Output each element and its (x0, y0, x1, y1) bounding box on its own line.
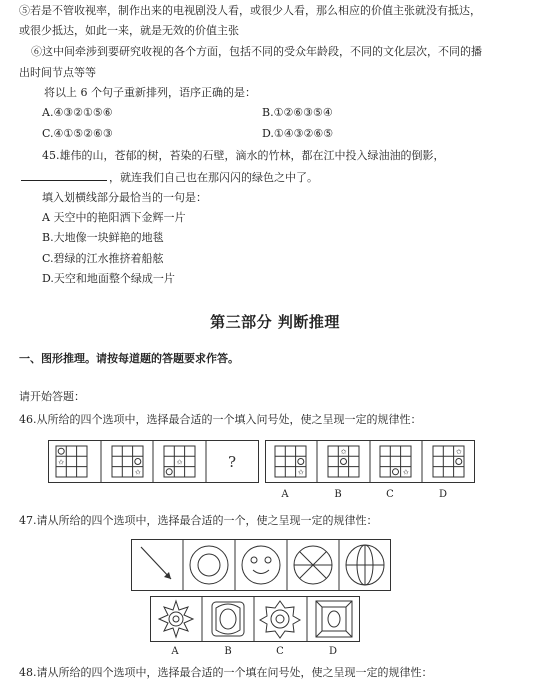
star-icon: ✩ (58, 458, 65, 467)
q45-stem-line2-text: ，就连我们自己也在那闪闪的绿色之中了。 (109, 171, 318, 184)
q45-prompt: 填入划横线部分最恰当的一句是： (42, 191, 207, 204)
start-prompt: 请开始答题： (19, 390, 85, 403)
q47-question-figures (131, 539, 391, 591)
star-icon: ✩ (340, 448, 347, 456)
q46-question-figures (48, 440, 259, 483)
q44-sentence-5-line2: 或很少抵达，如此一来，就是无效的价值主张 (19, 24, 239, 37)
q47-label-a: A (171, 646, 179, 657)
q46-label-d: D (438, 489, 448, 500)
q46-label-b: B (334, 489, 342, 500)
q45-stem-line2 (19, 170, 318, 185)
q46-stem: 46.从所给的四个选项中，选择最合适的一个填入问号处，使之呈现一定的规律性： (19, 413, 422, 426)
q44-option-a[interactable]: A.④③②①⑤⑥ (42, 106, 113, 119)
q47-label-b: B (224, 646, 232, 657)
q48-stem: 48.请从所给的四个选项中，选择最合适的一个填在问号处，使之呈现一定的规律性： (19, 666, 433, 679)
star-icon: ✩ (455, 448, 462, 456)
star-icon: ✩ (402, 468, 409, 477)
answer-blank (21, 170, 107, 181)
q46-question-row (48, 440, 259, 483)
q46-options-row (265, 440, 475, 483)
q47-label-c: C (276, 646, 284, 657)
q47-stem: 47.请从所给的四个选项中，选择最合适的一个，使之呈现一定的规律性： (19, 514, 378, 527)
q45-option-c[interactable]: C.碧绿的江水推挤着船舷 (42, 252, 164, 265)
star-icon: ✩ (297, 468, 304, 477)
q44-option-c[interactable]: C.④①⑤②⑥③ (42, 127, 113, 140)
q44-sentence-6-line1: ⑥这中间牵涉到要研究收视的各个方面，包括不同的受众年龄段，不同的文化层次，不同的播 (31, 45, 482, 58)
q45-stem-line1: 45.雄伟的山，苍郁的树，苔染的石壁，滴水的竹林，都在江中投入绿油油的倒影， (42, 149, 445, 162)
q46-option-figures (265, 440, 475, 483)
q44-stem: 将以上 6 个句子重新排列，语序正确的是： (44, 86, 256, 99)
divided-oval-figure (346, 545, 384, 585)
q47-question-row (131, 539, 391, 591)
q47-options-row (150, 596, 360, 642)
q46-label-a: A (281, 489, 289, 500)
q45-option-b[interactable]: B.大地像一块鲜艳的地毯 (42, 231, 164, 244)
q44-sentence-6-line2: 出时间节点等等 (19, 66, 96, 79)
question-mark: ? (227, 453, 237, 471)
q47-option-figures (150, 596, 360, 642)
section-title: 第三部分 判断推理 (210, 313, 340, 331)
q45-option-a[interactable]: A 天空中的艳阳洒下金辉一片 (42, 211, 186, 224)
q44-option-d[interactable]: D.①④③②⑥⑤ (262, 127, 334, 140)
q44-sentence-5-line1: ⑤若是不管收视率，制作出来的电视剧没人看，或很少人看，那么相应的价值主张就没有抵达， (19, 4, 481, 17)
q44-option-b[interactable]: B.①②⑥③⑤④ (262, 106, 333, 119)
star-icon: ✩ (134, 468, 141, 477)
q45-option-d[interactable]: D.天空和地面整个绿成一片 (42, 272, 175, 285)
section-subtitle: 一、图形推理。请按每道题的答题要求作答。 (19, 352, 239, 365)
star-icon: ✩ (176, 458, 183, 467)
q46-label-c: C (386, 489, 394, 500)
q47-label-d: D (328, 646, 338, 657)
